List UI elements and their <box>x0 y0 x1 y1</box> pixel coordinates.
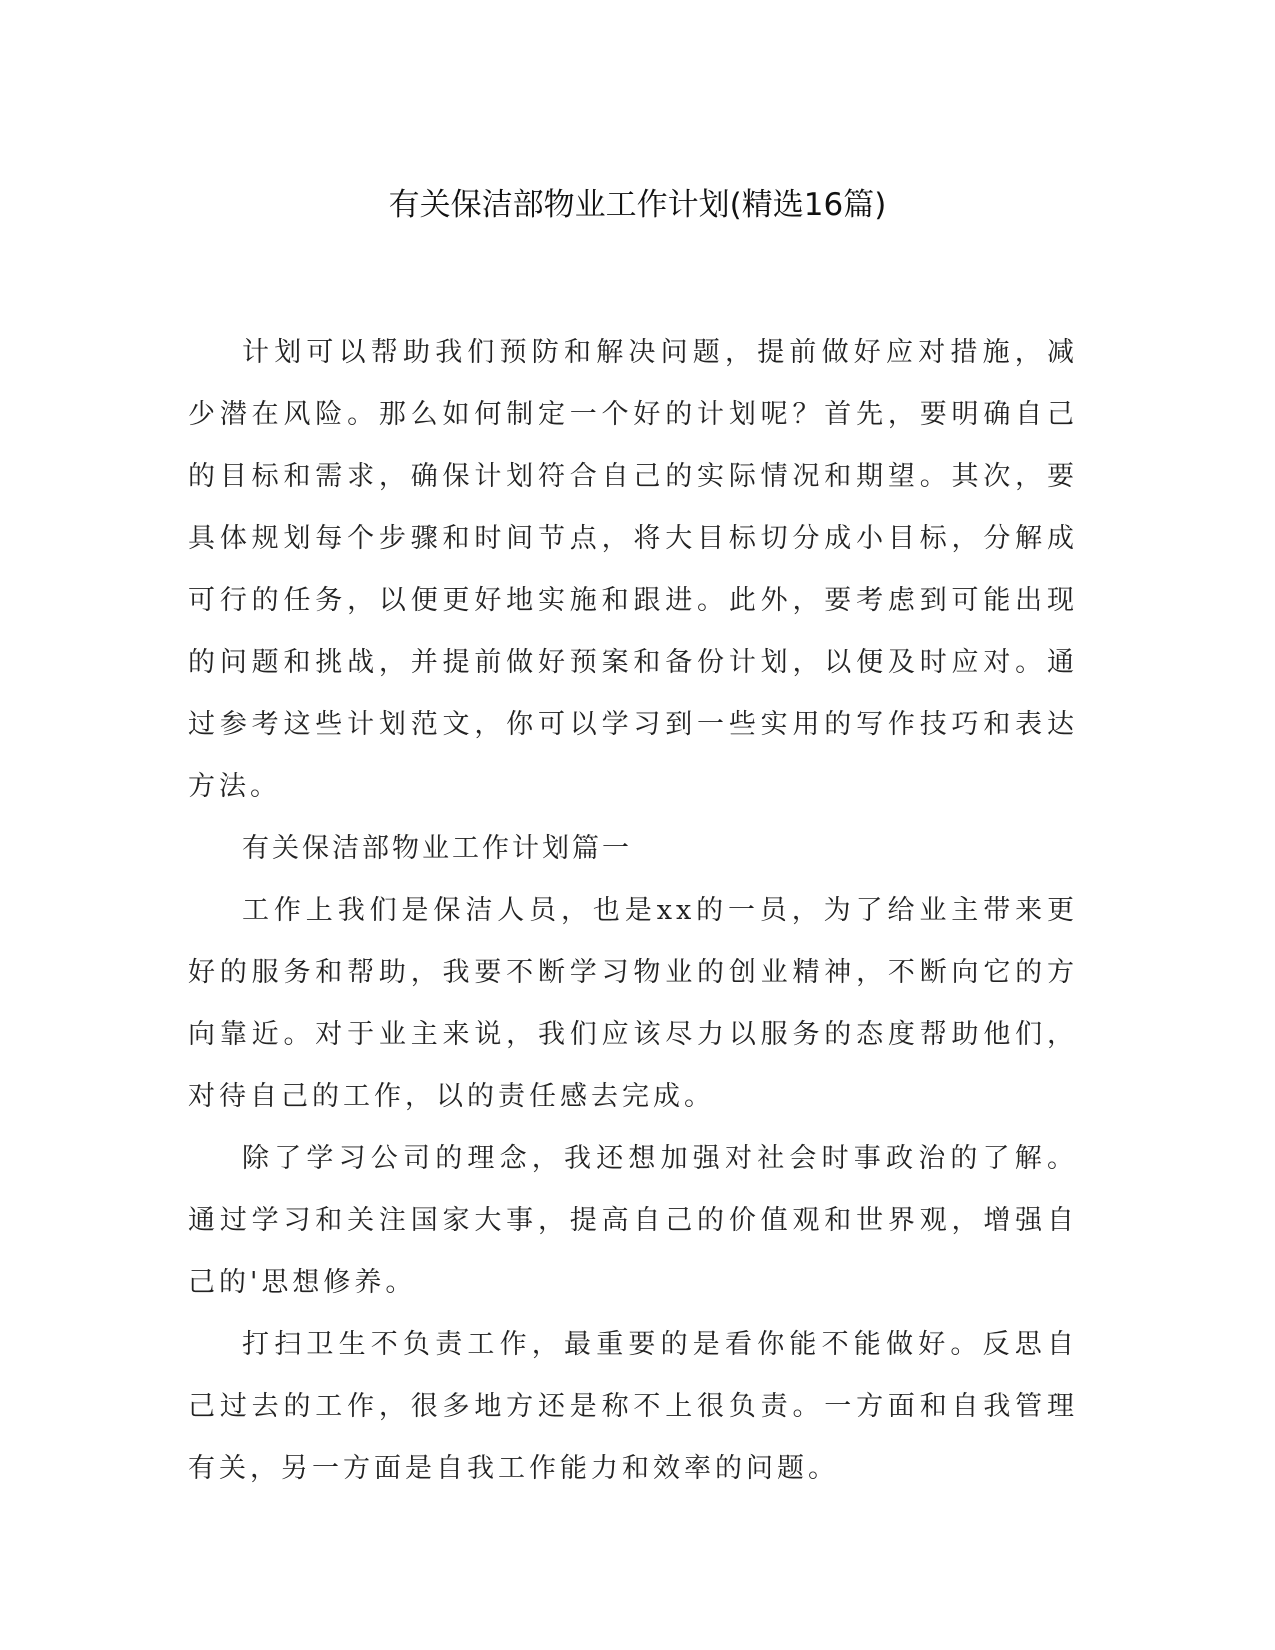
section-heading: 有关保洁部物业工作计划篇一 <box>242 833 632 864</box>
body-paragraph: 打扫卫生不负责工作，最重要的是看你能不能做好。反思自己过去的工作，很多地方还是称不上很负责。一方面和自我管理有关，另一方面是自我工作能力和效率的问题。 <box>188 1329 1078 1484</box>
intro-paragraph: 计划可以帮助我们预防和解决问题，提前做好应对措施，减少潜在风险。那么如何制定一个好的计划呢？首先，要明确自己的目标和需求，确保计划符合自己的实际情况和期望。其次，要具体规划每个步骤和时间节点，将大目标切分成小目标，分解成可行的任务，以便更好地实施和跟进。此外，要考虑到可能出现的问题和挑战，并提前做好预案和备份计划，以便及时应对。通过参考这些计划范文，你可以学习到一些实用的写作技巧和表达方法。 <box>188 337 1078 802</box>
body-paragraph: 除了学习公司的理念，我还想加强对社会时事政治的了解。通过学习和关注国家大事，提高自己的价值观和世界观，增强自己的'思想修养。 <box>188 1143 1078 1298</box>
body-paragraph: 工作上我们是保洁人员，也是xx的一员，为了给业主带来更好的服务和帮助，我要不断学习物业的创业精神，不断向它的方向靠近。对于业主来说，我们应该尽力以服务的态度帮助他们，对待自己的工作，以的责任感去完成。 <box>188 895 1078 1112</box>
document-body <box>188 322 1078 1500</box>
document-title: 有关保洁部物业工作计划(精选16篇) <box>388 187 887 223</box>
